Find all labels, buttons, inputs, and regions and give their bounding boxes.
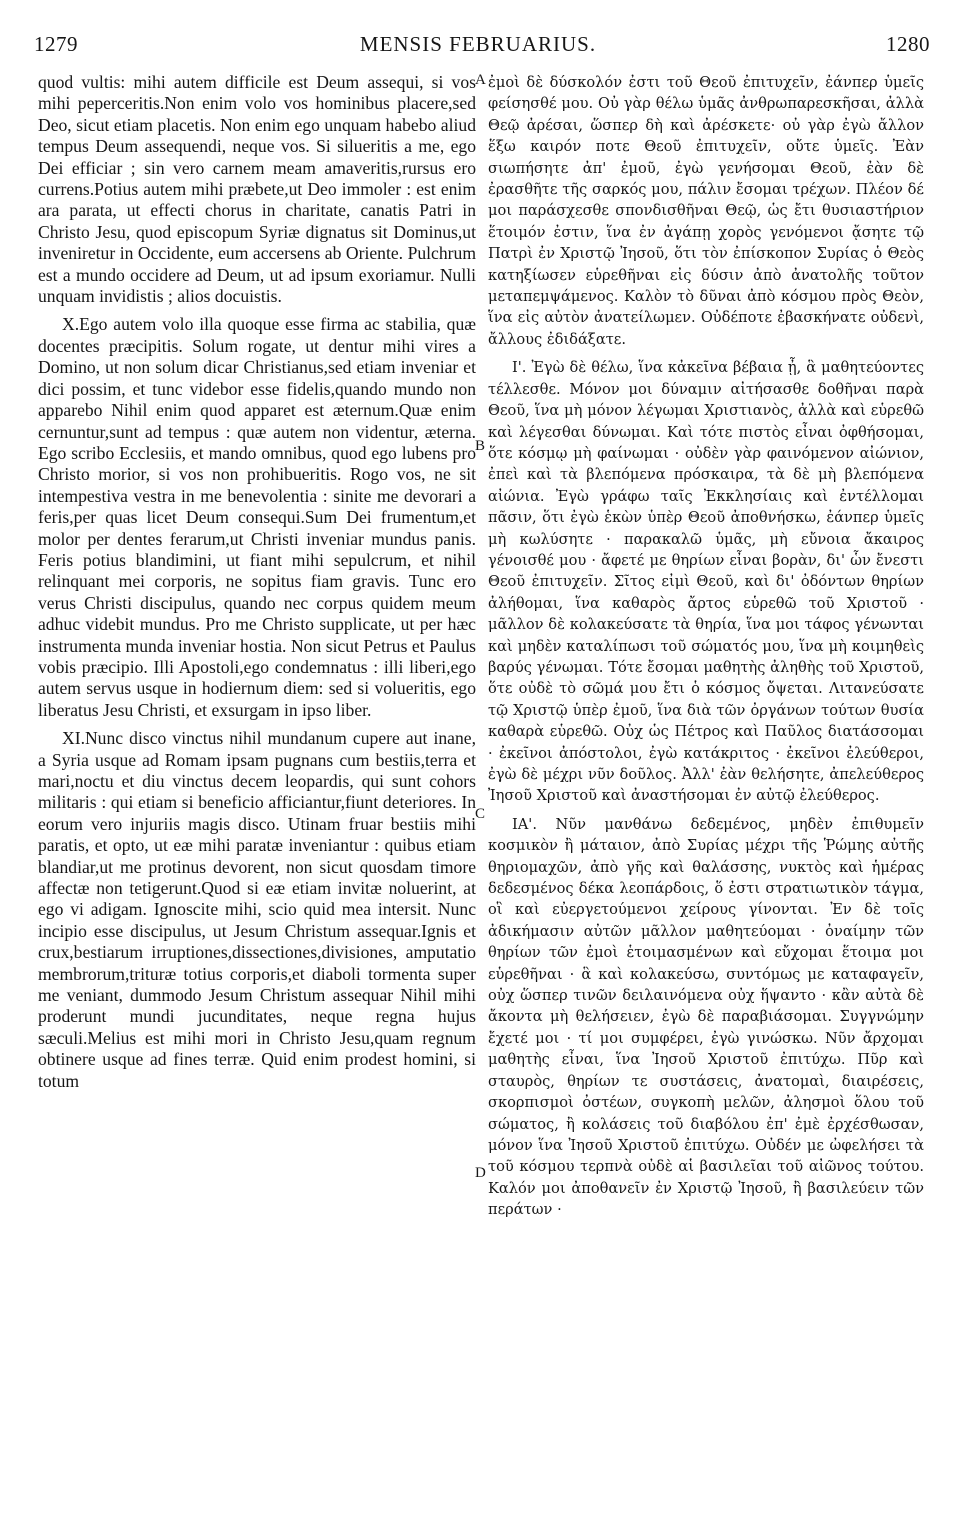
section-marker-b: B bbox=[475, 438, 486, 454]
greek-paragraph-xi: ΙΑ'. Νῦν μανθάνω δεδεμένος, μηδὲν ἐπιθυμεῖν κοσμικὸν ἢ μάταιον, ἀπὸ Συρίας μέχρι τῆς Ῥώμης αὐτῆς θηριομαχῶν, ἀπὸ γῆς καὶ θαλάσσης, νυκτὸς καὶ ἡμέρας δεδεσμένος δέκα λεοπάρδοις, ὅ ἐστι στρατιωτικὸν τάγμα, οἳ καὶ εὐεργετούμενοι χείρους γίνονται. Ἐν δὲ τοῖς ἀδικήμασιν αὐτῶν μᾶλλον μαθητεύομαι · ὀναίμην τῶν θηρίων τῶν ἐμοὶ ἑτοιμασμένων καὶ εὔχομαι ἕτοιμα μοι εὑρεθῆναι · ἃ καὶ κολακεύσω, συντόμως με καταφαγεῖν, οὐχ ὥσπερ τινῶν δειλαινόμενα οὐχ ἥψαντο · κἂν αὐτὰ δὲ ἄκοντα μὴ θελήσειεν, ἐγὼ δὲ παραβιάσομαι. Συγγνώμην ἔχετέ μοι · τί μοι συμφέρει, ἐγὼ γινώσκω. Νῦν ἄρχομαι μαθητὴς εἶναι, ἵνα Ἰησοῦ Χριστοῦ ἐπιτύχω. Πῦρ καὶ σταυρὸς, θηρίων τε συστάσεις, ἀνατομαὶ, διαιρέσεις, σκορπισμοὶ ὀστέων, συγκοπὴ μελῶν, ἀλησμοὶ ὅλου τοῦ σώματος, ἢ κολάσεις τοῦ διαβόλου ἐπ' ἐμὲ ἐρχέσθωσαν, μόνον ἵνα Ἰησοῦ Χριστοῦ ἐπιτύχω. Οὐδέν με ὠφελήσει τὰ τοῦ κόσμου τερπνὰ οὐδὲ αἱ βασιλεῖαι τοῦ αἰῶνος τούτου. Καλόν μοι ἀποθανεῖν ἐν Χριστῷ Ἰησοῦ, ἢ βασιλεύειν τῶν περάτων · bbox=[488, 815, 924, 1219]
latin-paragraph-continuation: quod vultis: mihi autem difficile est Deum assequi, si vos mihi peperceritis.Non enim volo vos hominibus placere,sed Deo, sicut etiam placetis. Non enim ego unquam habebo aliud tempus Deum assequendi, neque vos. Si silueritis a me, ego Dei efficiar ; sin vero carnem meam amaveritis,rursus ero currens.Potius autem mihi præbete,ut Deo immoler : est enim ara parata, ut effecti chorus in charitate, canatis Patri in Christo Jesu, quod episcopum Syriæ dignatus sit Dominus,ut inveniretur in Occidente, eum accersens ab Oriente. Pulchrum est a mundo occidere ad Deum, ut ad ipsum exoriamur. Nulli unquam invidistis ; alios docuistis. bbox=[38, 72, 476, 307]
latin-paragraph-xi: XI.Nunc disco vinctus nihil mundanum cupere aut inane, a Syria usque ad Romam ipsam pugnans cum bestiis,terra et mari,noctu et diu vinctus decem leopardis, qui sunt cohors militaris : qui etiam si beneficio afficiantur,fiunt deteriores. In eorum vero injuriis magis disco. Utinam fruar bestiis mihi paratis, et opto, ut eæ mihi paratæ inveniantur : quibus etiam blandiar,ut me protinus devorent, non sicut quosdam timore affectæ non tetigerunt.Quod si eæ etiam invitæ noluerint, at ego vi adigam. Ignoscite mihi, scio quid mea intersit. Nunc incipio esse discipulus, ut Jesum Christum assequar.Ignis et crux,bestiarum irruptiones,dissectiones,divisiones, amputatio membrorum,trituræ totius corporis,et diaboli tormenta super me veniant, dummodo Jesum Christum assequar Nihil mihi proderunt mundi jucunditates, neque regna hujus sæculi.Melius est mihi mori in Christo Jesu,quam regnum obtinere usque ad fines terræ. Quid enim prodest homini, si totum bbox=[38, 728, 476, 1091]
section-marker-a: A bbox=[475, 72, 486, 88]
greek-paragraph-x: Ι'. Ἐγὼ δὲ θέλω, ἵνα κἀκεῖνα βέβαια ᾖ, ἃ μαθητεύοντες τέλλεσθε. Μόνον μοι δύναμιν αἰτήσασθε δοθῆναι παρὰ Θεοῦ, ἵνα μὴ μόνον λέγωμαι Χριστιανὸς, ἀλλὰ καὶ εὑρεθῶ καὶ λέγεσθαι δύνωμαι. Καὶ τότε πιστὸς εἶναι ὀφθήσομαι, ὅτε κόσμῳ μὴ φαίνωμαι · οὐδὲν γὰρ φαινόμενον αἰώνιον, ἐπεὶ καὶ τὰ βλεπόμενα πρόσκαιρα, τὰ δὲ μὴ βλεπόμενα αἰώνια. Ἐγὼ γράφω ταῖς Ἐκκλησίαις καὶ ἐντέλλομαι πᾶσιν, ὅτι ἐγὼ ἑκὼν ὑπὲρ Θεοῦ ἀποθνήσκω, ἐάνπερ ὑμεῖς μὴ κωλύσητε · παρακαλῶ ὑμᾶς, μὴ εὔνοια ἄκαιρος γένοισθέ μου · ἄφετέ με θηρίων εἶναι βορὰν, δι' ὧν ἔνεστι Θεοῦ ἐπιτυχεῖν. Σῖτος εἰμὶ Θεοῦ, καὶ δι' ὀδόντων θηρίων ἀλήθομαι, ἵνα καθαρὸς ἄρτος εὑρεθῶ τοῦ Χριστοῦ · μᾶλλον δὲ κολακεύσατε τὰ θηρία, ἵνα μοι τάφος γένωνται καὶ μηδὲν καταλίπωσι τοῦ σώματός μου, ἵνα μὴ κοιμηθεὶς βαρύς γένωμαι. Τότε ἔσομαι μαθητὴς ἀληθὴς τοῦ Χριστοῦ, ὅτε οὐδὲ τὸ σῶμά μου ἔτι ὁ κόσμος ὄψεται. Λιτανεύσατε τῷ Χριστῷ ὑπὲρ ἐμοῦ, ἵνα διὰ τῶν ὀργάνων τούτων θυσία καθαρὰ εὑρεθῶ. Οὐχ ὡς Πέτρος καὶ Παῦλος διατάσσομαι · ἐκεῖνοι ἀπόστολοι, ἐγὼ κατάκριτος · ἐκεῖνοι ἐλεύθεροι, ἐγὼ δὲ μέχρι νῦν δοῦλος. Ἀλλ' ἐὰν θελήσητε, ἀπελεύθερος Ἰησοῦ Χριστοῦ καὶ ἀναστήσομαι ἐν αὐτῷ ἐλεύθερος. bbox=[488, 359, 924, 805]
greek-paragraph-continuation: ἐμοὶ δὲ δύσκολόν ἐστι τοῦ Θεοῦ ἐπιτυχεῖν, ἐάνπερ ὑμεῖς φείσησθέ μου. Οὐ γὰρ θέλω ὑμᾶς ἀνθρωπαρεσκῆσαι, ἀλλὰ Θεῷ ἀρέσαι, ὥσπερ δὴ καὶ ἀρέσκετε· οὐ γὰρ ἐγὼ ἄλλον ἕξω καιρόν ποτε Θεοῦ ἐπιτυχεῖν, οὔτε ὑμεῖς. Ἐὰν σιωπήσητε ἀπ' ἐμοῦ, ἐγὼ γενήσομαι Θεοῦ, ἐὰν δὲ ἐρασθῆτε τῆς σαρκός μου, πάλιν ἔσομαι τρέχων. Πλέον δέ μοι παράσχεσθε σπονδισθῆναι Θεῷ, ὡς ἔτι θυσιαστήριον ἕτοιμόν ἐστιν, ἵνα ἐν ἀγάπῃ χορὸς γενόμενοι ᾄσητε τῷ Πατρὶ ἐν Χριστῷ Ἰησοῦ, ὅτι τὸν ἐπίσκοπον Συρίας ὁ Θεὸς κατηξίωσεν εὑρεθῆναι εἰς δύσιν ἀπὸ ἀνατολῆς τοῦτον μεταπεμψάμενος. Καλὸν τὸ δῦναι ἀπὸ κόσμου πρὸς Θεὸν, ἵνα εἰς αὐτὸν ἀνατείλωμεν. Οὐδέποτε ἐβασκήνατε οὐδενὶ, ἄλλους ἐδιδάξατε. bbox=[488, 74, 924, 348]
latin-column bbox=[38, 72, 476, 1092]
running-title: MENSIS FEBRUARIUS. bbox=[359, 32, 597, 56]
section-marker-c: C bbox=[475, 806, 486, 822]
section-marker-d: D bbox=[475, 1165, 486, 1181]
page-number-left: 1279 bbox=[34, 32, 78, 56]
latin-paragraph-x: X.Ego autem volo illa quoque esse firma ac stabilia, quæ docentes præcipitis. Solum rogate, ut dentur mihi vires a Domino, ut non solum dicar Christianus,sed etiam inveniar et dici possim, et tunc videbor esse fidelis,quando mundo non apparebo Nihil enim quod apparet est æternum.Quæ enim cernuntur,sunt ad tempus : quæ autem non videntur, æterna. Ego scribo Ecclesiis, et mando omnibus, quod ego lubens pro Christo morior, si vos non prohibueritis. Rogo vos, ne sit intempestiva vestra in me benevolentia : sinite me devorari a feris,per quas licet Deum consequi.Sum Dei frumentum,et molor per dentes ferarum,ut Christi inveniar mundus panis. Feris potius blandimini, ut fiant mihi sepulcrum, et nihil relinquant mei corporis, ne sopitus fiam gravis. Tunc ero verus Christi discipulus, quando nec corpus quidem meum adhuc videbit mundus. Pro me Christo supplicate, ut per hæc instrumenta munda inveniar hostia. Non sicut Petrus et Paulus vobis præcipio. Illi Apostoli,ego condemnatus : illi liberi,ego autem servus usque in hodiernum diem: sed si volueritis, ego liberatus Jesu Christi, et exsurgam in ipso liber. bbox=[38, 314, 476, 720]
page-number-right: 1280 bbox=[886, 32, 930, 56]
page-header bbox=[26, 32, 930, 60]
greek-column bbox=[488, 72, 924, 1221]
